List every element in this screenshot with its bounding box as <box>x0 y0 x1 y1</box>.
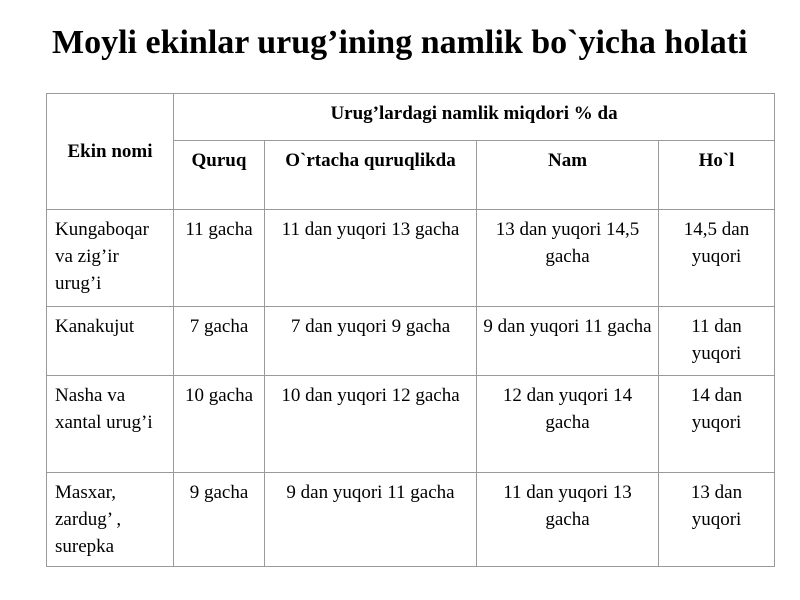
table-row <box>47 376 775 473</box>
crop-name-cell: Nasha va xantal urug’i <box>47 376 174 473</box>
dry-cell: 7 gacha <box>174 307 265 376</box>
column-header-wet: Ho`l <box>659 141 775 210</box>
dry-cell: 11 gacha <box>174 210 265 307</box>
column-header-moist: Nam <box>477 141 659 210</box>
table-row <box>47 473 775 567</box>
moisture-table <box>46 93 775 567</box>
crop-name-cell: Kungaboqar va zig’ir urug’i <box>47 210 174 307</box>
column-header-dry: Quruq <box>174 141 265 210</box>
wet-cell: 13 dan yuqori <box>659 473 775 567</box>
page-title: Moyli ekinlar urug’ining namlik bo`yicha holati <box>52 24 748 61</box>
moisture-group-header: Urug’lardagi namlik miqdori % da <box>174 94 775 141</box>
medium-dry-cell: 11 dan yuqori 13 gacha <box>265 210 477 307</box>
dry-cell: 9 gacha <box>174 473 265 567</box>
moist-cell: 12 dan yuqori 14 gacha <box>477 376 659 473</box>
moist-cell: 13 dan yuqori 14,5 gacha <box>477 210 659 307</box>
crop-name-cell: Kanakujut <box>47 307 174 376</box>
table-row <box>47 307 775 376</box>
wet-cell: 14,5 dan yuqori <box>659 210 775 307</box>
moist-cell: 9 dan yuqori 11 gacha <box>477 307 659 376</box>
table-header-row <box>47 94 775 141</box>
column-header-medium-dry: O`rtacha quruqlikda <box>265 141 477 210</box>
wet-cell: 14 dan yuqori <box>659 376 775 473</box>
medium-dry-cell: 7 dan yuqori 9 gacha <box>265 307 477 376</box>
wet-cell: 11 dan yuqori <box>659 307 775 376</box>
medium-dry-cell: 9 dan yuqori 11 gacha <box>265 473 477 567</box>
medium-dry-cell: 10 dan yuqori 12 gacha <box>265 376 477 473</box>
dry-cell: 10 gacha <box>174 376 265 473</box>
crop-column-header: Ekin nomi <box>47 94 174 210</box>
moist-cell: 11 dan yuqori 13 gacha <box>477 473 659 567</box>
crop-name-cell: Masxar, zardug’ , surepka <box>47 473 174 567</box>
table-row <box>47 210 775 307</box>
